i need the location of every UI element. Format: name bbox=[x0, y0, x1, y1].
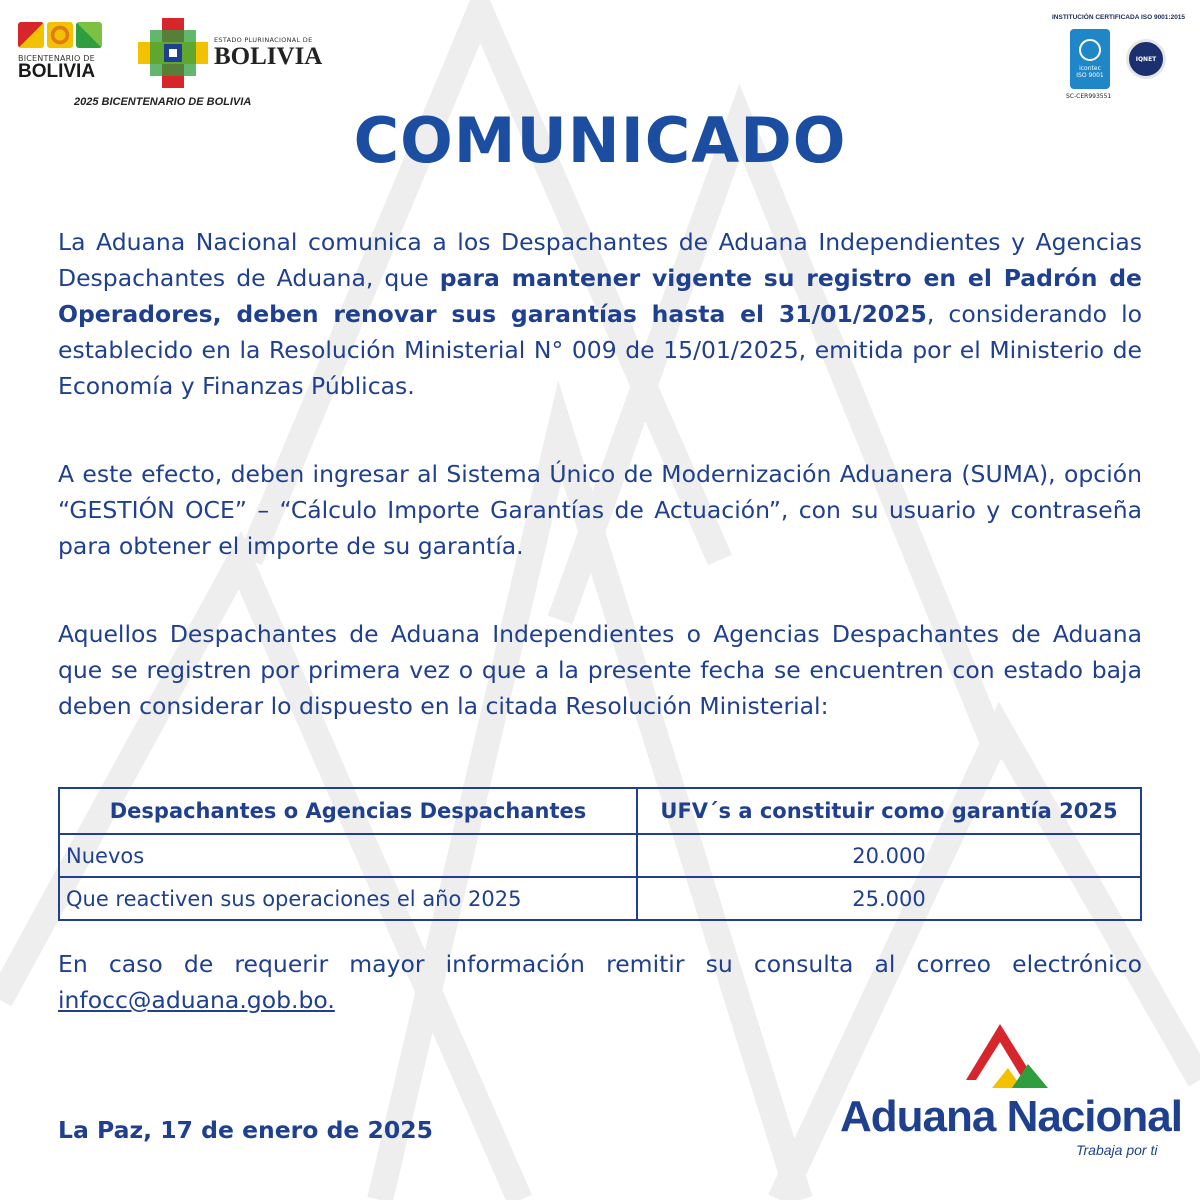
table-row-value: 20.000 bbox=[637, 834, 1141, 877]
red-square-icon bbox=[18, 22, 44, 48]
paragraph-new-operators: Aquellos Despachantes de Aduana Independientes o Agencias Despachantes de Aduana que se registren por primera vez o que a la presente fecha se encuentren con estado baja deben considerar lo dispuesto en la citada Resolución Ministerial: bbox=[58, 620, 1142, 720]
bicentenario-squares bbox=[18, 22, 110, 48]
bicentenario-caption: 2025 BICENTENARIO DE BOLIVIA bbox=[74, 96, 252, 108]
paragraph-intro-part2: , considerando lo establecido en la Resolución Ministerial N° 009 de 15/01/2025, emitida por el Ministerio de Economía y Finanzas Públicas. bbox=[58, 300, 1142, 400]
table-header-cell: UFV´s a constituir como garantía 2025 bbox=[637, 788, 1141, 834]
chakana-icon bbox=[138, 18, 208, 88]
spiral-square-icon bbox=[47, 22, 73, 48]
bicentenario-small-text: BICENTENARIO DE bbox=[18, 54, 95, 63]
paragraph-contact-text: En caso de requerir mayor información remitir su consulta al correo electrónico bbox=[58, 950, 1142, 978]
issue-date: La Paz, 17 de enero de 2025 bbox=[58, 1116, 433, 1144]
icontec-iso-label: ISO 9001 bbox=[1076, 72, 1104, 79]
estado-small-text: ESTADO PLURINACIONAL DE bbox=[214, 36, 313, 44]
aduana-slogan: Trabaja por ti bbox=[1076, 1142, 1158, 1158]
paragraph-instructions: A este efecto, deben ingresar al Sistema Único de Modernización Aduanera (SUMA), opción “GESTIÓN OCE” – “Cálculo Importe Garantías de Actuación”, con su usuario y contraseña para obtener el importe de su garantía. bbox=[58, 460, 1142, 560]
table-header-row bbox=[59, 788, 1141, 834]
estado-plurinacional-logo bbox=[138, 18, 322, 88]
aduana-mountain-icon bbox=[952, 1024, 1052, 1094]
certification-title: INSTITUCIÓN CERTIFICADA ISO 9001:2015 bbox=[1052, 14, 1186, 21]
bicentenario-logo bbox=[18, 22, 110, 80]
certification-block bbox=[1052, 14, 1192, 100]
table-row bbox=[59, 877, 1141, 920]
paragraph-intro-part1: La Aduana Nacional comunica a los Despachantes de Aduana Independientes y Agencias Despachantes de Aduana, que bbox=[58, 228, 1142, 292]
paragraph-intro-bold: para mantener vigente su registro en el Padrón de Operadores, deben renovar sus garantías hasta el 31/01/2025 bbox=[58, 264, 1142, 328]
table-header-cell: Despachantes o Agencias Despachantes bbox=[59, 788, 637, 834]
green-square-icon bbox=[76, 22, 102, 48]
table-row-label: Que reactiven sus operaciones el año 2025 bbox=[59, 877, 637, 920]
email-link[interactable]: infocc@aduana.gob.bo. bbox=[58, 986, 335, 1014]
page-title: COMUNICADO bbox=[353, 104, 847, 177]
iqnet-label: IQNET bbox=[1135, 55, 1157, 63]
icontec-badge bbox=[1070, 29, 1110, 89]
certification-code: SC-CER993551 bbox=[1066, 93, 1112, 100]
estado-big-text: BOLIVIA bbox=[214, 43, 323, 70]
icontec-label: icontec bbox=[1079, 65, 1101, 72]
iqnet-badge bbox=[1126, 39, 1166, 79]
aduana-name: Aduana Nacional bbox=[840, 1092, 1182, 1141]
bicentenario-big-text: BOLIVIA bbox=[18, 61, 96, 82]
guarantee-table bbox=[58, 787, 1142, 921]
paragraph-intro bbox=[58, 224, 1142, 404]
paragraph-contact bbox=[58, 946, 1142, 1018]
table-row bbox=[59, 834, 1141, 877]
table-row-label: Nuevos bbox=[59, 834, 637, 877]
table-row-value: 25.000 bbox=[637, 877, 1141, 920]
icontec-ring-icon bbox=[1079, 39, 1101, 61]
